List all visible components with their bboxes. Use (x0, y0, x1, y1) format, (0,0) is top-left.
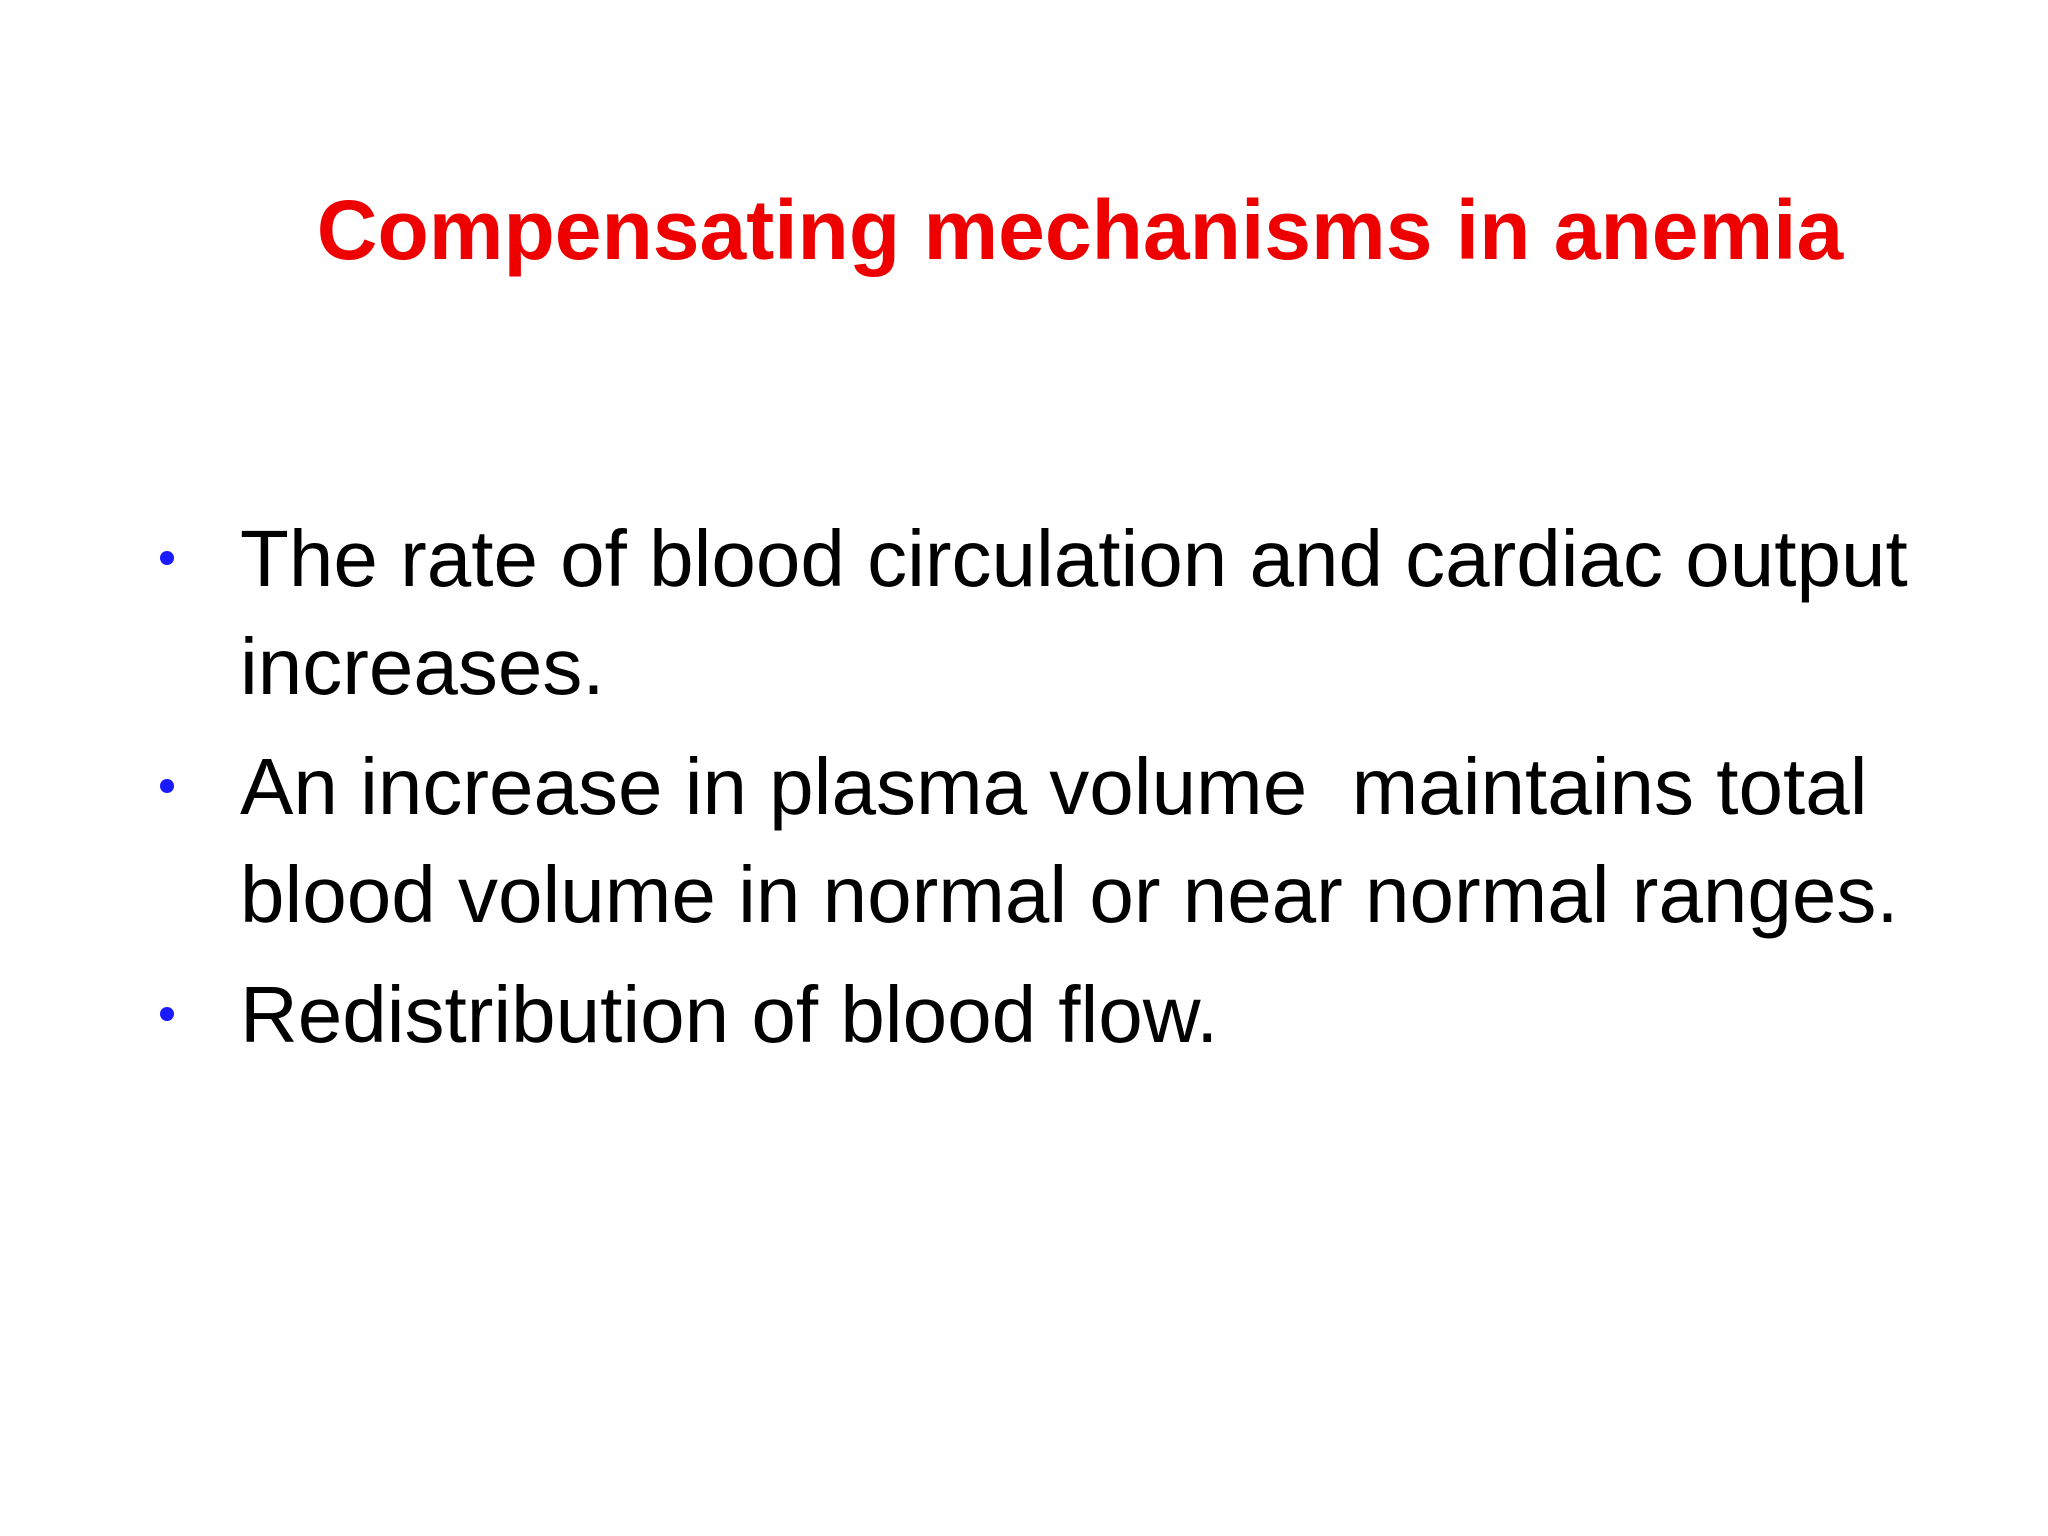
bullet-dot-icon (160, 551, 174, 565)
slide-title: Compensating mechanisms in anemia (316, 183, 1844, 277)
bullet-item (150, 733, 1950, 949)
bullet-text: Redistribution of blood flow. (240, 970, 1219, 1059)
bullet-item (150, 961, 1950, 1069)
bullet-dot-icon (160, 779, 174, 793)
bullet-text: An increase in plasma volume maintains total blood volume in normal or near normal ranges. (240, 742, 1899, 939)
bullet-list (150, 505, 1950, 1081)
bullet-item (150, 505, 1950, 721)
bullet-dot-icon (160, 1007, 174, 1021)
bullet-text: The rate of blood circulation and cardiac output increases. (240, 514, 1908, 711)
